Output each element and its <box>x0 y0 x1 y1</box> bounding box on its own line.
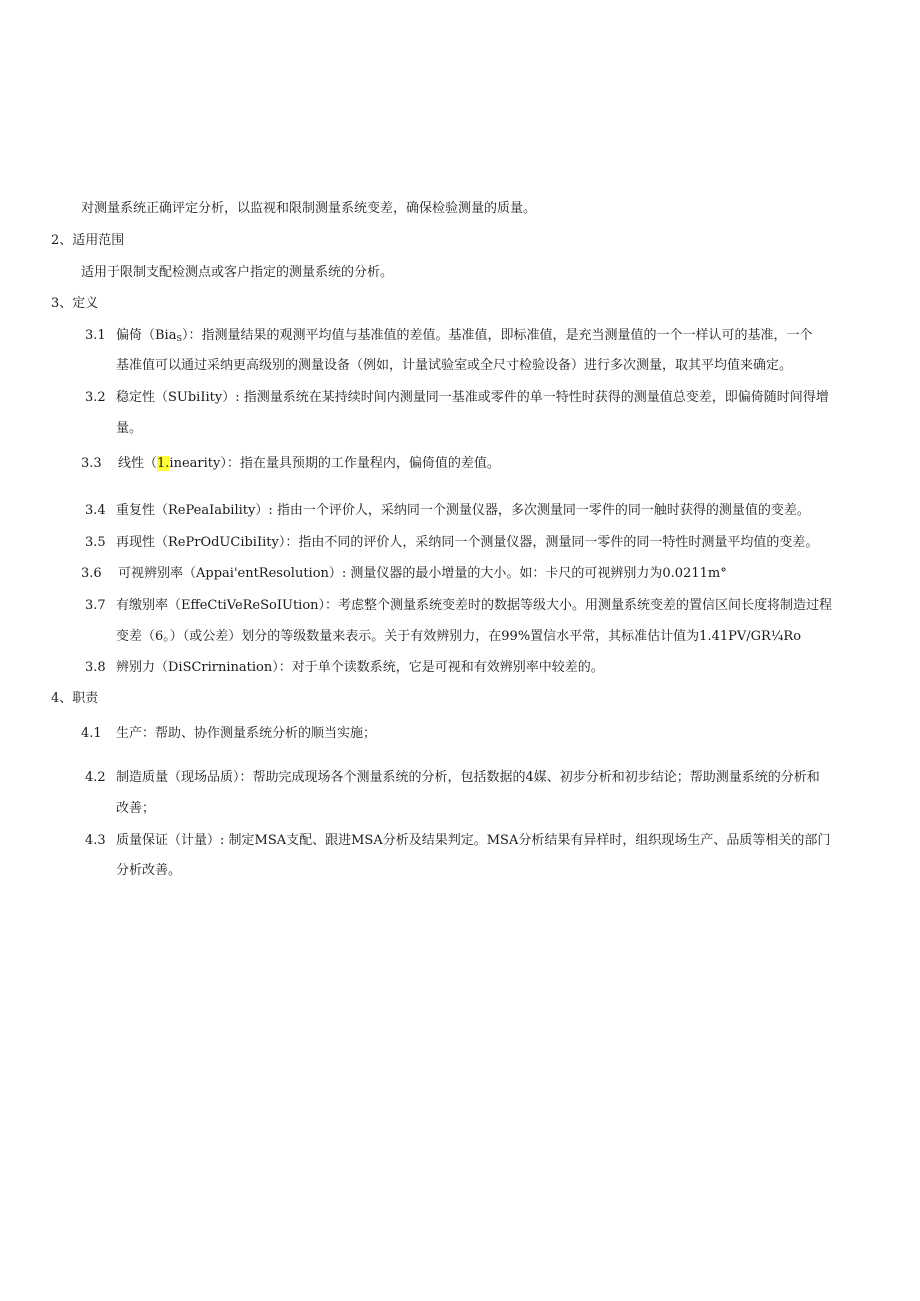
item-number: 3.7 <box>85 598 106 613</box>
item-number: 4.3 <box>85 833 106 848</box>
highlight-mark: 1. <box>157 456 170 471</box>
item-number: 3.3 <box>81 456 102 471</box>
definition-linearity: 线性（1.inearity）：指在量具预期的工作量程内，偏倚值的差值。 <box>118 456 500 471</box>
definition-apparent-resolution: 可视辨别率（Appai'entResolution）: 测量仪器的最小增量的大小。如：卡尺的可视辨别力为0.0211m° <box>118 566 727 581</box>
responsibility-quality-assurance-continued: 分析改善。 <box>116 863 182 878</box>
item-number: 3.4 <box>85 503 106 518</box>
section-3-heading: 3、定义 <box>51 296 99 311</box>
definition-stability-continued: 量。 <box>116 421 143 436</box>
responsibility-manufacturing-quality-continued: 改善； <box>116 801 156 816</box>
definition-effective-resolution: 有缴别率（EffeCtiVeReSoIUtion）：考虑整个测量系统变差时的数据等级大小。用测量系统变差的置信区间长度将制造过程 <box>116 598 833 613</box>
item-number: 4.1 <box>81 726 102 741</box>
item-number: 3.2 <box>85 390 106 405</box>
intro-paragraph: 对测量系统正确评定分析，以监视和限制测量系统变差，确保检验测量的质量。 <box>81 201 537 216</box>
responsibility-quality-assurance: 质量保证（计量）: 制定MSA支配、跟进MSA分析及结果判定。MSA分析结果有异样时，组织现场生产、品质等相关的部门 <box>116 833 831 848</box>
item-number: 3.6 <box>81 566 102 581</box>
section-2-body: 适用于限制支配检测点或客户指定的测量系统的分析。 <box>81 265 394 280</box>
item-number: 3.5 <box>85 535 106 550</box>
item-number: 3.8 <box>85 660 106 675</box>
responsibility-production: 生产：帮助、协作测量系统分析的顺当实施； <box>116 726 377 741</box>
section-4-heading: 4、职责 <box>51 691 99 706</box>
definition-reproducibility: 再现性（RePrOdUCibiIity）：指由不同的评价人，采纳同一个测量仪器，测量同一零件的同一特性时测量平均值的变差。 <box>116 535 819 550</box>
responsibility-manufacturing-quality: 制造质量（现场品质）：帮助完成现场各个测量系统的分析，包括数据的4媒、初步分析和初步结论；帮助测量系统的分析和 <box>116 770 820 785</box>
definition-bias-continued: 基准值可以通过采纳更高级别的测量设备（例如，计量试验室或全尺寸检验设备）进行多次测量，取其平均值来确定。 <box>116 358 793 373</box>
definition-bias: 偏倚（Bia$_S$）：指测量结果的观测平均值与基准值的差值。基准值，即标准值，是充当测量值的一个一样认可的基准，一个 <box>116 328 813 343</box>
definition-discrimination: 辨别力（DiSCrirnination）：对于单个读数系统，它是可视和有效辨别率中较差的。 <box>116 660 604 675</box>
definition-stability: 稳定性（SUbiIity）: 指测量系统在某持续时间内测量同一基准或零件的单一特性时获得的测量值总变差，即偏倚随时间得增 <box>116 390 829 405</box>
definition-repeatability: 重复性（RePeaIability）: 指由一个评价人，采纳同一个测量仪器，多次测量同一零件的同一触时获得的测量值的变差。 <box>116 503 810 518</box>
item-number: 3.1 <box>85 328 106 343</box>
definition-effective-resolution-continued: 变差（6。）（或公差）划分的等级数量来表示。关于有效辨别力，在99%置信水平常，其标准估计值为1.41PV/GR¼Ro <box>116 629 802 644</box>
item-number: 4.2 <box>85 770 106 785</box>
section-2-heading: 2、适用范围 <box>51 233 125 248</box>
